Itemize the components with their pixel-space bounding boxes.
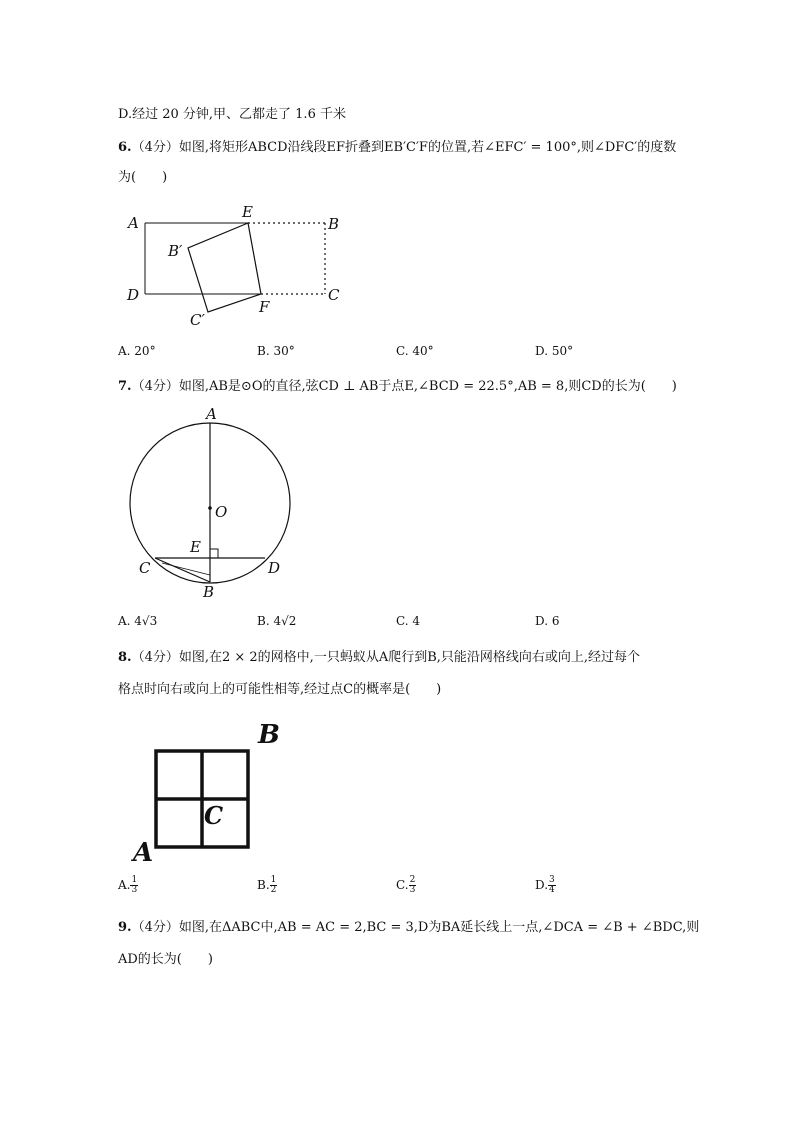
- q7-right-angle-mark: [210, 549, 218, 558]
- q8-figure: [118, 718, 288, 868]
- q8-option-d-den: 4: [549, 885, 555, 895]
- q8-label-C: C: [204, 801, 224, 830]
- q6-folded-shape: [188, 223, 261, 312]
- q6-option-d: D. 50°: [535, 344, 574, 358]
- q8-label-B: B: [258, 720, 280, 750]
- q8-label-A: A: [133, 838, 154, 868]
- q8-option-c-num: 2: [409, 875, 416, 885]
- q6-number: 6.: [118, 140, 132, 155]
- q7-label-D: D: [268, 559, 281, 577]
- q8-option-d-fraction: [548, 876, 556, 895]
- q7-segment-CB-inner: [162, 563, 210, 575]
- q7-option-b: B. 4√2: [257, 614, 297, 628]
- q8-stem-line2: 格点时向右或向上的可能性相等,经过点C的概率是( ): [118, 682, 442, 697]
- q7-stem-line1: [118, 375, 677, 394]
- q8-option-b-fraction: [270, 876, 278, 895]
- q8-option-c: [396, 876, 416, 895]
- q8-stem-line1: [118, 646, 640, 665]
- q8-number: 8.: [118, 650, 132, 665]
- q9-stem-line2: AD的长为( ): [118, 952, 213, 967]
- q6-label-B-prime: B′: [168, 242, 183, 260]
- q7-label-C: C: [139, 559, 151, 577]
- q9-number: 9.: [118, 920, 132, 935]
- q6-option-a: A. 20°: [118, 344, 156, 358]
- q7-label-B: B: [203, 583, 215, 601]
- q9-stem-line1: [118, 916, 699, 935]
- q7-label-A: A: [206, 405, 217, 423]
- q6-stem-line1: [118, 136, 676, 155]
- q8-option-b-prefix: B.: [257, 878, 270, 892]
- q8-option-c-fraction: [409, 876, 417, 895]
- q8-option-c-den: 3: [409, 885, 416, 895]
- q8-option-b: [257, 876, 277, 895]
- q6-stem-line2: 为( ): [118, 170, 168, 185]
- q7-label-E: E: [190, 538, 201, 556]
- q6-label-C: C: [328, 286, 340, 304]
- q7-figure: [118, 405, 298, 605]
- q8-option-b-den: 2: [270, 885, 277, 895]
- q7-text-1: （4分）如图,AB是⊙O的直径,弦CD ⊥ AB于点E,∠BCD = 22.5°,AB = 8,则CD的长为( ): [131, 379, 677, 394]
- q6-option-c: C. 40°: [396, 344, 434, 358]
- q7-option-c: C. 4: [396, 614, 421, 628]
- q7-center-point: [208, 506, 212, 510]
- q6-label-A: A: [128, 214, 139, 232]
- q8-option-b-num: 1: [270, 875, 277, 885]
- q8-option-d-num: 3: [549, 875, 555, 885]
- q5-option-d: D.经过 20 分钟,甲、乙都走了 1.6 千米: [118, 107, 346, 122]
- q8-option-c-prefix: C.: [396, 878, 409, 892]
- q6-figure: [118, 200, 368, 330]
- q7-option-a: A. 4√3: [118, 614, 158, 628]
- q8-option-a-den: 3: [131, 885, 138, 895]
- q7-label-O: O: [215, 503, 228, 521]
- q7-option-d: D. 6: [535, 614, 560, 628]
- q6-label-B: B: [328, 215, 340, 233]
- q8-option-a-prefix: A.: [118, 878, 131, 892]
- q8-option-d-prefix: D.: [535, 878, 549, 892]
- q6-text-1: （4分）如图,将矩形ABCD沿线段EF折叠到EB′C′F的位置,若∠EFC′ = 100°,则∠DFC′的度数: [131, 140, 677, 155]
- q8-text-1: （4分）如图,在2 × 2的网格中,一只蚂蚁从A爬行到B,只能沿网格线向右或向上,经过每个: [131, 650, 641, 665]
- q6-label-F: F: [259, 298, 270, 316]
- q6-label-E: E: [242, 203, 253, 221]
- q8-option-a: [118, 876, 138, 895]
- q9-text-1: （4分）如图,在ΔABC中,AB = AC = 2,BC = 3,D为BA延长线上一点,∠DCA = ∠B + ∠BDC,则: [131, 920, 700, 935]
- q6-label-D: D: [127, 286, 140, 304]
- q8-option-d: [535, 876, 556, 895]
- q8-option-a-fraction: [130, 876, 138, 895]
- q8-option-a-num: 1: [131, 875, 138, 885]
- q6-option-b: B. 30°: [257, 344, 295, 358]
- q7-number: 7.: [118, 379, 132, 394]
- q6-label-C-prime: C′: [190, 311, 205, 329]
